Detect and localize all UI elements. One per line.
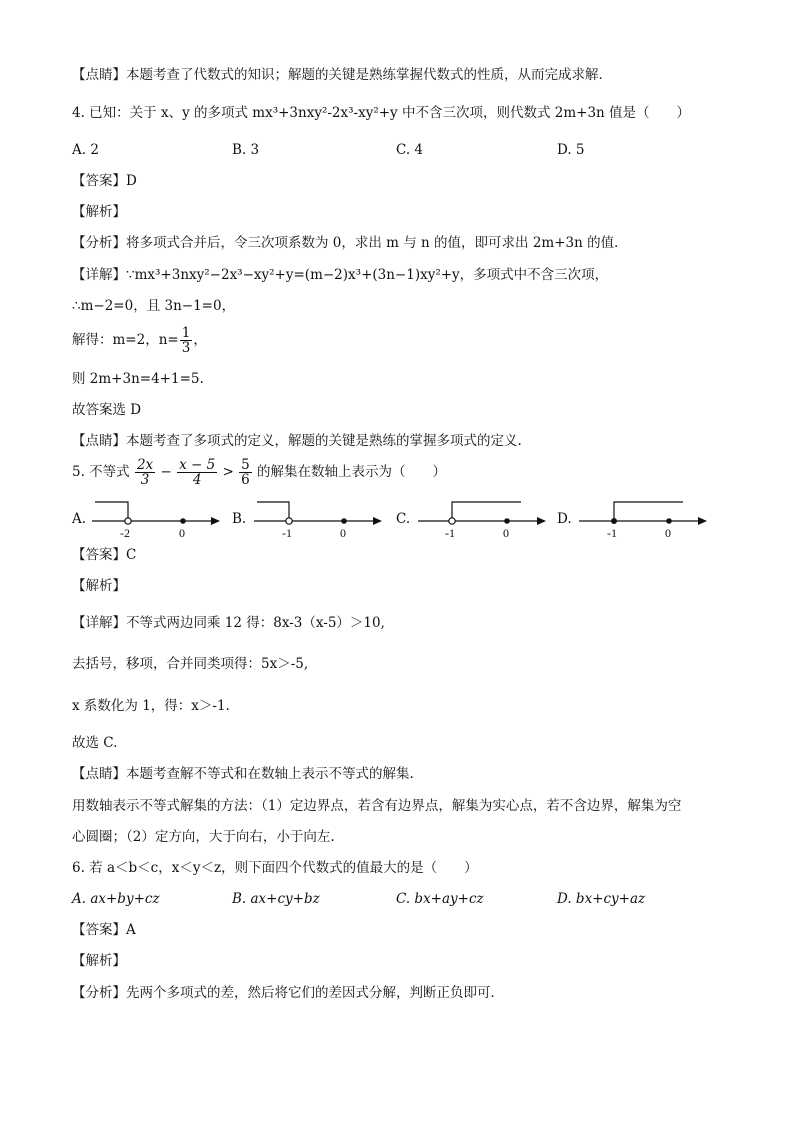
step3-prefix: 解得：m=2，n=: [72, 332, 179, 349]
tick-label-left: -2: [120, 526, 130, 540]
q4-option-d: D. 5: [557, 142, 585, 158]
arrow-icon: [373, 517, 382, 525]
q4-option-a: A. 2: [72, 142, 99, 158]
open-point: [125, 518, 131, 524]
tick-label-left: -1: [607, 526, 617, 540]
solution-ray: [95, 502, 128, 521]
answer-value: C: [126, 547, 137, 563]
q6-option-c: C. bx+ay+cz: [396, 891, 484, 907]
dianjing-line-q3: [72, 66, 612, 84]
q5-analysis-heading: 【解析】: [72, 578, 126, 594]
answer-tag: 【答案】: [72, 547, 126, 563]
q5-option-b-label: B.: [232, 511, 247, 527]
fraction-x-minus-5-over-4: [177, 458, 217, 487]
dianjing-text: 本题考查解不等式和在数轴上表示不等式的解集.: [126, 766, 414, 782]
q5-option-a-number-line: [90, 496, 225, 540]
dianjing-tag: 【点睛】: [72, 67, 126, 83]
fraction-numerator: 2x: [136, 457, 154, 473]
arrow-icon: [537, 517, 546, 525]
fraction-denominator: 3: [140, 472, 150, 489]
q5-option-c-label: C.: [396, 511, 411, 527]
xiangjie-tag: 【详解】: [72, 615, 126, 631]
answer-value: A: [126, 922, 136, 938]
fenxi-text: 将多项式合并后，令三次项系数为 0，求出 m 与 n 的值，即可求出 2m+3n 的值．: [126, 235, 628, 251]
tick-label-right: 0: [179, 526, 185, 540]
fraction-numerator: 5: [241, 457, 250, 473]
q5-method-line-2: 心圆圈；（2）定方向，大于向右，小于向左.: [72, 829, 335, 845]
q5-stem-prefix: 5. 不等式: [72, 464, 130, 481]
q5-step-3: x 系数化为 1，得：x＞-1.: [72, 698, 230, 714]
q4-answer: [72, 172, 137, 190]
dianjing-tag: 【点睛】: [72, 433, 126, 449]
fraction-2x-over-3: [135, 458, 155, 487]
q5-option-d-number-line: [577, 496, 712, 540]
q5-option-b-number-line: [252, 496, 387, 540]
q4-option-b: B. 3: [232, 142, 260, 158]
arrow-icon: [698, 517, 707, 525]
answer-tag: 【答案】: [72, 922, 126, 938]
fraction-one-third: [180, 326, 193, 355]
fraction-numerator: 1: [181, 325, 191, 341]
q4-dianjing: [72, 432, 522, 450]
origin-point: [666, 518, 672, 524]
arrow-icon: [211, 517, 220, 525]
fraction-denominator: 4: [192, 472, 202, 489]
q4-fenxi: [72, 234, 628, 252]
tick-label-right: 0: [503, 526, 509, 540]
q6-option-b: B. ax+cy+bz: [232, 891, 320, 907]
greater-than-sign: >: [222, 464, 234, 481]
q5-stem-suffix: 的解集在数轴上表示为（ ）: [256, 464, 446, 481]
open-point: [286, 518, 292, 524]
fraction-denominator: 6: [241, 472, 250, 489]
tick-label-right: 0: [340, 526, 346, 540]
solution-ray: [257, 502, 289, 521]
q6-answer: [72, 921, 136, 939]
q6-option-a: A. ax+by+cz: [72, 891, 160, 907]
q5-conclusion: 故选 C.: [72, 735, 118, 751]
fraction-numerator: x − 5: [179, 457, 216, 473]
answer-tag: 【答案】: [72, 173, 126, 189]
dianjing-text: 本题考查了代数式的知识；解题的关键是熟练掌握代数式的性质，从而完成求解．: [126, 67, 612, 83]
fenxi-tag: 【分析】: [72, 235, 126, 251]
q5-option-a-label: A.: [72, 511, 87, 527]
q6-option-d: D. bx+cy+az: [557, 891, 646, 907]
fenxi-text: 先两个多项式的差，然后将它们的差因式分解，判断正负即可．: [126, 985, 504, 1001]
question-5-stem: [72, 458, 446, 487]
q5-dianjing: [72, 765, 414, 783]
origin-point: [180, 518, 186, 524]
origin-point: [504, 518, 510, 524]
q5-step-2: 去括号，移项，合并同类项得：5x＞-5,: [72, 656, 309, 672]
open-point: [449, 518, 455, 524]
step3-suffix: ，: [193, 332, 207, 349]
fraction-5-over-6: [239, 458, 252, 487]
q4-analysis-heading: 【解析】: [72, 204, 126, 220]
solution-ray: [452, 502, 521, 521]
answer-value: D: [126, 173, 137, 189]
xiangjie-tag: 【详解】: [72, 267, 126, 283]
q5-option-c-number-line: [416, 496, 551, 540]
dianjing-tag: 【点睛】: [72, 766, 126, 782]
closed-point: [611, 518, 617, 524]
q5-answer: [72, 546, 136, 564]
tick-label-left: -1: [445, 526, 455, 540]
dianjing-text: 本题考查了多项式的定义，解题的关键是熟练的掌握多项式的定义.: [126, 433, 522, 449]
origin-point: [341, 518, 347, 524]
q4-xiangjie: [72, 266, 608, 284]
q6-fenxi: [72, 984, 504, 1002]
q4-step-3: [72, 326, 207, 355]
tick-label-right: 0: [665, 526, 671, 540]
minus-sign: −: [160, 464, 172, 481]
q5-method-line-1: 用数轴表示不等式解集的方法：（1）定边界点，若含有边界点，解集为实心点，若不含边界，解集为空: [72, 798, 682, 814]
q5-xiangjie: [72, 614, 385, 632]
tick-label-left: -1: [282, 526, 292, 540]
solution-ray: [614, 502, 683, 521]
question-4-stem: 4. 已知：关于 x、y 的多项式 mx³+3nxy²-2x³-xy²+y 中不含三次项，则代数式 2m+3n 值是（ ）: [72, 105, 691, 121]
xiangjie-text: ∵mx³+3nxy²−2x³−xy²+y=(m−2)x³+(3n−1)xy²+y，多项式中不含三次项，: [126, 267, 609, 283]
q6-analysis-heading: 【解析】: [72, 953, 126, 969]
fraction-denominator: 3: [181, 340, 191, 357]
q4-step-2: ∴m−2=0，且 3n−1=0，: [72, 298, 236, 314]
q5-option-d-label: D.: [557, 511, 572, 527]
q4-option-c: C. 4: [396, 142, 424, 158]
q4-conclusion: 故答案选 D: [72, 402, 142, 418]
xiangjie-text: 不等式两边同乘 12 得：8x-3（x-5）＞10,: [126, 615, 385, 631]
fenxi-tag: 【分析】: [72, 985, 126, 1001]
q4-step-4: 则 2m+3n=4+1=5.: [72, 371, 204, 387]
question-6-stem: 6. 若 a＜b＜c，x＜y＜z，则下面四个代数式的值最大的是（ ）: [72, 860, 478, 876]
